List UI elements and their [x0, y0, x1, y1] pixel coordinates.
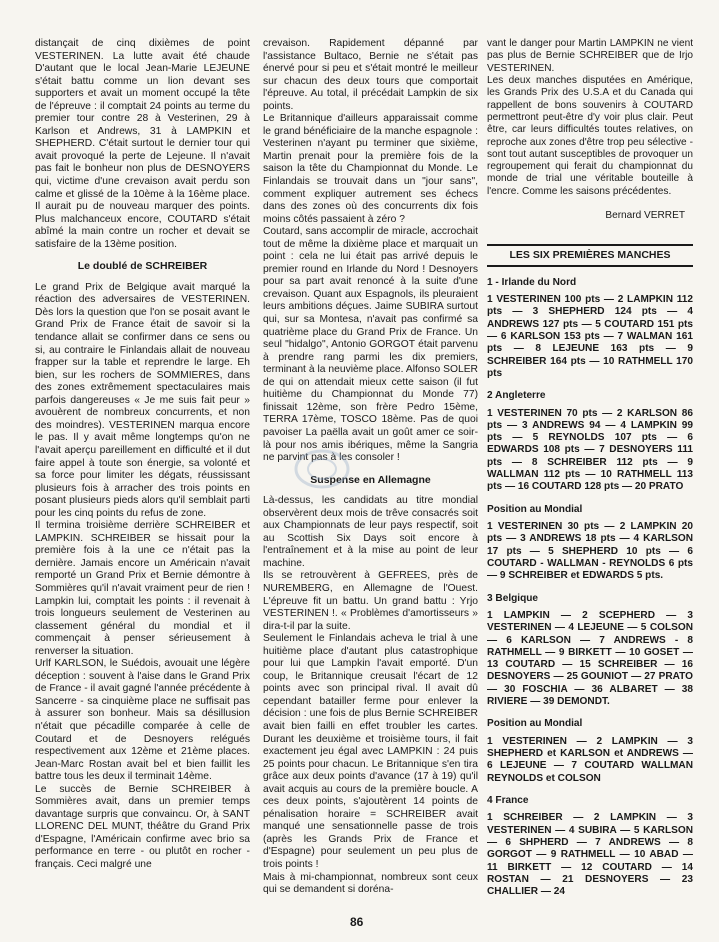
column-1	[35, 38, 250, 872]
result-title: Position au Mondial	[487, 503, 583, 515]
result-title: 3 Belgique	[487, 592, 539, 604]
column-3	[487, 38, 693, 898]
author-signature: Bernard VERRET	[605, 210, 685, 222]
result-text: 1 VESTERINEN 100 pts — 2 LAMPKIN 112 pts — 3 SHEPHERD 124 pts — 4 ANDREWS 127 pts — 5 COUTARD 151 pts — 6 KARLSON 153 pts — 7 WALMAN 161 pts — 8 LEJEUNE 163 pts — 9 SCHREIBER 164 pts — 10 RATHMELL 170 pts	[487, 294, 693, 379]
paragraph: Il termina troisième derrière SCHREIBER et LAMPKIN. SCHREIBER se hissait pour la première fois à la une ce n'était pas la dernière. Jamais encore un Américain n'avait remporté un Grand Prix et Bernie démontre à Sommières qu'il n'avait vraiment peur de rien ! Lampkin lui, comptait les points : il revenait à trois longueurs seulement de Vesterinen au classement général du mondial et il commençait à penser sérieusement à renverser la situation.	[35, 520, 250, 657]
result-text: 1 LAMPKIN — 2 SCEPHERD — 3 VESTERINEN — 4 LEJEUNE — 5 COLSON — 6 KARLSON — 7 ANDREWS - 8 RATHMELL — 9 BIRKETT — 10 GOSET — 13 COUTARD — 15 SCHREIBER — 16 DESNOYERS — 25 GOUNIOT — 27 PRATO — 30 FOSCHIA — 36 ALBARET — 38 RIVIERE — 39 DEMONDT.	[487, 609, 693, 708]
result-text: 1 SCHREIBER — 2 LAMPKIN — 3 VESTERINEN — 4 SUBIRA — 5 KARLSON — 6 SHPHERD — 7 ANDREWS — 8 GORGOT — 9 RATHMELL — 10 ABAD — 11 BIRKETT — 12 COUTARD — 14 ROSTAN — 21 DESNOYERS — 23 CHALLIER — 24	[487, 812, 693, 898]
paragraph: Le grand Prix de Belgique avait marqué la réaction des adversaires de VESTERINEN. Dès lors la question que l'on se posait avant le Grand Prix de France était de savoir si la tendance allait se confirmer dans ce sens ou si, au contraire le Finlandais allait de nouveau frapper sur la table et reprendre le large. Eh bien, sur les rochers de SOMMIERES, dans des zones extrêmement spectaculaires mais parfois dangereuses « Je me suis fait peur » avouèrent de nombreux concurrents, et non des moindres). VESTERINEN marqua encore le pas. Il y avait même longtemps qu'on ne l'avait aperçu pareillement en difficulté et il dut faire appel à toute son énergie, sa volonté et sa force pour limiter les dégats, réussissant plusieurs fois à arracher des trois points en posant plusieurs pieds alors qu'il semblait parti pour les cinq points du refus de zone.	[35, 281, 250, 519]
paragraph: distançait de cinq dixièmes de point VESTERINEN. La lutte avait été chaude D'autant que le local Jean-Marie LEJEUNE s'était battu comme un lion devant ses supporters et avait un moment occupé la tête de l'épreuve : il comptait 24 points au terme du premier tour contre 28 à Vesterinen, 29 à Karlson et Andrews, 31 à LAMPKIN et SHEPHERD. C'était surtout le dernier tour qui avait provoqué la perte de Lejeune. Il n'avait pas fait le bonheur non plus de DESNOYERS qui, victime d'une crevaison avait perdu son calme et glissé de la 10ème à la 16ème place. Il aurait pu de nouveau marquer des points. Plus malchanceux encore, COUTARD s'était abîmé la main contre un rocher et devait se satisfaire de la 13ème position.	[35, 38, 250, 250]
result-text: 1 VESTERINEN 70 pts — 2 KARLSON 86 pts — 3 ANDREWS 94 — 4 LAMPKIN 99 pts — 5 REYNOLDS 107 pts — 6 EDWARDS 108 pts — 7 DESNOYERS 111 pts — 8 SCHREIBER 112 pts — 9 WALLMAN 112 pts — 10 RATHMELL 113 pts — 16 COUTARD 128 pts — 20 PRATO	[487, 407, 693, 493]
paragraph: Seulement le Finlandais acheva le trial à une huitième place d'autant plus catastrophique pour lui que Lampkin l'avait emporté. D'un coup, le Britannique creusait l'écart de 12 points avec son principal rival. Il avait dû cependant batailler ferme pour enlever la décision : une fois de plus Bernie SCHREIBER avait bien failli en effet troubler les cartes. Durant les deuxième et troisième tours, il fait exactement jeu égal avec LAMPKIN : 24 puis 25 points pour chacun. Le Britannique s'en tira grâce aux deux points d'avance (17 à 19) qu'il avait acquis au cours de la première boucle. A ces deux points, s'ajoutèrent 14 points de pénalisation horaire = SCHREIBER avait manqué une sensationnelle passe de trois (après les Grands Prix de France et d'Espagne) pour seulement un peu plus de trois points !	[263, 633, 478, 870]
paragraph: crevaison. Rapidement dépanné par l'assistance Bultaco, Bernie ne s'était pas énervé pour si peu et s'était montré le meilleur sur chacun des deux tours que comportait l'épreuve. Au total, il précédait Lampkin de six points.	[263, 38, 478, 112]
result-title: 1 - Irlande du Nord	[487, 276, 577, 288]
paragraph: Ils se retrouvèrent à GEFREES, près de NUREMBERG, en Allemagne de l'Ouest. L'épreuve fit un battu. Un grand battu : Yrjo VESTERINEN !. « Problèmes d'amortisseurs » dira-t-il par la suite.	[263, 570, 478, 632]
paragraph: Coutard, sans accomplir de miracle, accrochait tout de même la dixième place et marquait un point : cela ne lui était pas arrivé depuis le premier round en Irlande du Nord ! Desnoyers pour sa part avait renoncé à la suite d'une crevaison. Quant aux Espagnols, ils pleuraient leurs ambitions déçues. Jaime SUBIRA surtout qui, sur sa Montesa, n'avait pas confirmé sa quatrième place du Grand Prix de France. Un seul "hidalgo", Antonio GORGOT était parvenu à prendre rang parmi les dix premiers, terminant à la neuvième place. Alfonso SOLER de qui on attendait mieux cette saison (il fut huitième du Championnat du Monde 77) finissait 12ème, son frère Pedro 15ème, TERRA 17ème, TOSCO 18ème. Pas de quoi pavoiser La paëlla avait un goût amer ce soir-là pour nos amis ibériques, même la Sangria ne parvint pas à les consoler !	[263, 226, 478, 464]
section-heading-allemagne: Suspense en Allemagne	[310, 473, 431, 486]
result-text: 1 VESTERINEN — 2 LAMPKIN — 3 SHEPHERD et KARLSON et ANDREWS — 6 LEJEUNE — 7 COUTARD WALLMAN REYNOLDS et COLSON	[487, 735, 693, 784]
result-title: 4 France	[487, 794, 529, 806]
paragraph: Les deux manches disputées en Amérique, les Grands Prix des U.S.A et du Canada qui rappellent de bons souvenirs à COUTARD permettront peut-être d'y voir plus clair. Peut être, car leurs difficultés toutes relatives, on reproche aux zones d'être trop peu sélective - sont tout autant susceptibles de provoquer un regroupement qui ferait du championnat du monde de trial une véritable bouteille à l'encre. Comme les saisons précédentes.	[487, 74, 693, 197]
page-number: 86	[350, 915, 364, 929]
paragraph: Urlf KARLSON, le Suédois, avouait une légère déception : souvent à l'aise dans le Grand Prix de France - il avait gagné l'année précédente à Sancerre - sa cinquième place ne suffisait pas à assurer son bonheur. Mais sa désillusion n'était que pécadille comparée à celle de Coutard et de Desnoyers relégués respectivement aux 12ème et 21ème places. Jean-Marc Rostan avait bel et bien faillit les battre tous les deux il terminait 14ème.	[35, 658, 250, 783]
paragraph: Le Britannique d'ailleurs apparaissait comme le grand bénéficiaire de la manche espagnole : Vesterinen n'ayant pu terminer que sixième, Martin prenait pour la première fois de la saison la tête du Championnat du Monde. Le Finlandais se trouvait dans un "jour sans", comment expliquer autrement ses échecs dans des zones où des concurrents dix fois moins côtés passaient à zéro ?	[263, 113, 478, 225]
paragraph: vant le danger pour Martin LAMPKIN ne vient pas plus de Bernie SCHREIBER que de Irjo VESTERINEN.	[487, 38, 693, 74]
paragraph: Là-dessus, les candidats au titre mondial observèrent deux mois de trêve consacrés soit aux Championnats de leur pays respectif, soit au Scottish Six Days soit encore à l'entraînement et à la mise au point de leur machine.	[263, 495, 478, 569]
paragraph: Mais à mi-championnat, nombreux sont ceux qui se demandent si doréna-	[263, 871, 478, 896]
section-heading-schreiber: Le doublé de SCHREIBER	[77, 260, 208, 273]
result-title: Position au Mondial	[487, 718, 583, 730]
results-list	[487, 277, 693, 899]
watermark-logo	[292, 445, 352, 493]
results-box-title: LES SIX PREMIÈRES MANCHES	[487, 244, 693, 266]
result-title: 2 Angleterre	[487, 390, 546, 402]
result-text: 1 VESTERINEN 30 pts — 2 LAMPKIN 20 pts — 3 ANDREWS 18 pts — 4 KARLSON 17 pts — 5 SHEPHERD 10 pts — 6 COUTARD - WALLMAN - REYNOLDS 6 pts — 9 SCHREIBER et EDWARDS 5 pts.	[487, 521, 693, 582]
paragraph: Le succès de Bernie SCHREIBER à Sommières avait, dans un premier temps davantage surpris que convaincu. Or, à SANT LLORENC DEL MUNT, théâtre du Grand Prix d'Espagne, l'Américain confirme avec brio sa performance en terre - ou plutôt en rocher - français. Ceci malgré une	[35, 783, 250, 870]
